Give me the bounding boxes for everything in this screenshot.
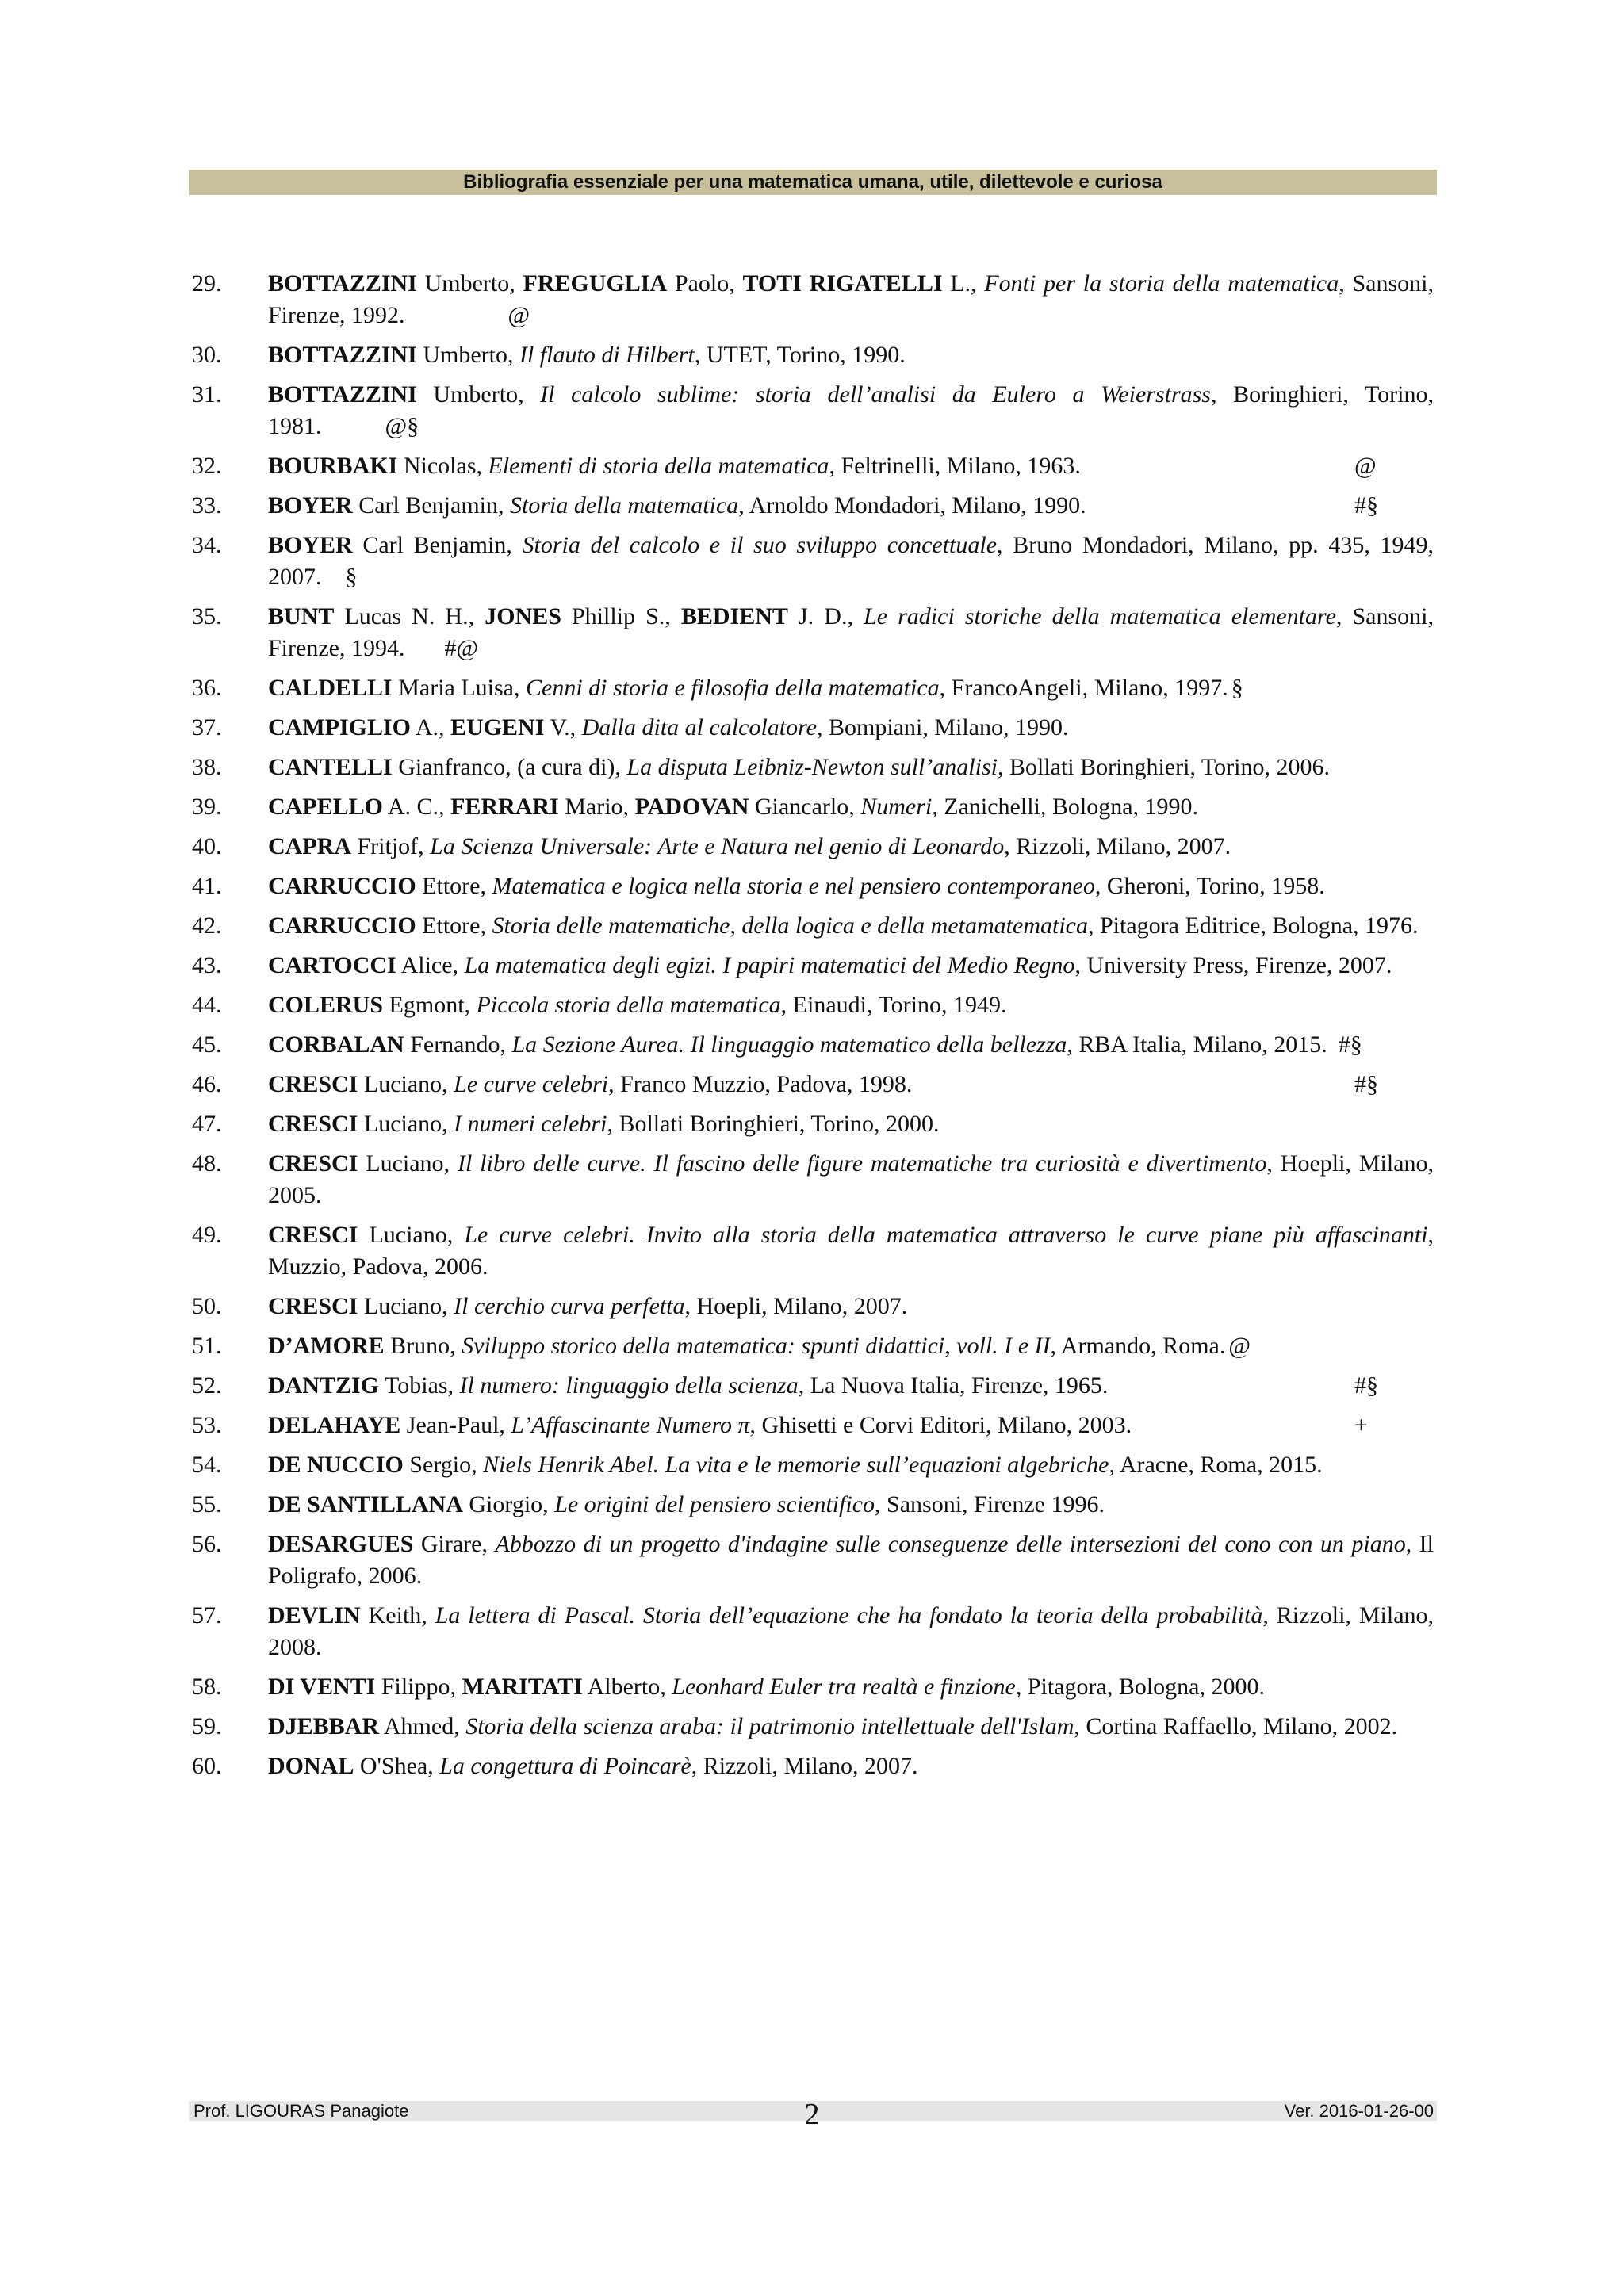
entry-title: Le curve celebri: [454, 1071, 609, 1097]
entry-text: , Bompiani, Milano, 1990.: [817, 714, 1069, 740]
entry-author: DONAL: [268, 1753, 354, 1779]
entry-author: FERRARI: [450, 794, 559, 820]
entry-author: JONES: [485, 603, 561, 629]
bibliography-entry: [189, 379, 1434, 442]
entry-text: Fritjof,: [351, 833, 431, 859]
entry-text: Umberto,: [416, 381, 541, 408]
entry-author: DEVLIN: [268, 1602, 361, 1628]
bibliography-entry: [189, 1489, 1434, 1521]
entry-text: Umberto,: [416, 342, 519, 368]
entry-author: BOURBAKI: [268, 453, 398, 479]
entry-text: , Arnoldo Mondadori, Milano, 1990.: [738, 492, 1086, 519]
entry-text: Giorgio,: [462, 1491, 555, 1517]
availability-marker: §: [1231, 675, 1243, 701]
entry-text: Carl Benjamin,: [352, 492, 510, 519]
entry-title: Numeri: [860, 794, 933, 820]
entry-author: BUNT: [268, 603, 335, 629]
entry-text: , Hoepli, Milano, 2007.: [684, 1293, 908, 1319]
entry-author: BOYER: [268, 532, 353, 558]
bibliography-entry: [189, 490, 1434, 522]
entry-title: Leonhard Euler tra realtà e finzione: [672, 1674, 1016, 1700]
bibliography-entry: [189, 1291, 1434, 1322]
bibliography-entry: [189, 791, 1434, 823]
bibliography-entry: [189, 1751, 1434, 1782]
bibliography-entry: [189, 1370, 1434, 1402]
entry-number: 48.: [192, 1150, 222, 1177]
entry-number: 38.: [192, 754, 222, 780]
entry-text: Sergio,: [403, 1452, 484, 1478]
availability-marker: @: [508, 302, 530, 328]
entry-author: DANTZIG: [268, 1372, 380, 1399]
entry-text: Alberto,: [582, 1674, 672, 1700]
entry-text: J. D.,: [787, 603, 864, 629]
entry-number: 49.: [192, 1222, 222, 1248]
bibliography-entry: [189, 601, 1434, 664]
entry-text: Ahmed,: [379, 1713, 466, 1739]
entry-author: D’AMORE: [268, 1333, 385, 1359]
entry-title: Fonti per la storia della matematica: [984, 270, 1339, 297]
entry-text: Giancarlo,: [749, 794, 861, 820]
bibliography-entry: [189, 871, 1434, 902]
entry-author: CRESCI: [268, 1150, 358, 1177]
entry-text: , Einaudi, Torino, 1949.: [780, 992, 1007, 1018]
entry-text: , Gheroni, Torino, 1958.: [1094, 873, 1325, 899]
entry-text: Bruno,: [384, 1333, 462, 1359]
entry-author: BOTTAZZINI: [268, 342, 417, 368]
availability-marker: #§: [1354, 1372, 1378, 1399]
entry-text: , Boringhieri, Torino, 1981.: [268, 381, 1434, 439]
entry-number: 56.: [192, 1531, 222, 1557]
bibliography-entry: [189, 989, 1434, 1021]
entry-title: Il calcolo sublime: storia dell’analisi da Eulero a Weierstrass: [540, 381, 1211, 408]
entry-text: Jean-Paul,: [400, 1412, 511, 1438]
bibliography-entry: [189, 672, 1434, 704]
availability-marker: @: [1228, 1333, 1251, 1359]
bibliography-entry: [189, 339, 1434, 371]
entry-author: CALDELLI: [268, 675, 393, 701]
entry-text: , Hoepli, Milano, 2005.: [268, 1150, 1434, 1208]
entry-title: Piccola storia della matematica: [476, 992, 781, 1018]
bibliography-entry: [189, 1330, 1434, 1362]
entry-number: 46.: [192, 1071, 222, 1097]
entry-author: CARTOCCI: [268, 952, 396, 978]
entry-text: Paolo,: [667, 270, 743, 297]
entry-text: , Il Poligrafo, 2006.: [268, 1531, 1434, 1589]
bibliography-entry: [189, 1108, 1434, 1140]
entry-title: Il cerchio curva perfetta: [454, 1293, 685, 1319]
entry-title: Il numero: linguaggio della scienza: [459, 1372, 799, 1399]
entry-number: 43.: [192, 952, 222, 978]
entry-text: Luciano,: [358, 1071, 454, 1097]
entry-text: Alice,: [396, 952, 465, 978]
availability-marker: #§: [1354, 492, 1378, 519]
bibliography-entry: [189, 752, 1434, 783]
entry-text: , UTET, Torino, 1990.: [694, 342, 906, 368]
entry-text: , Sansoni, Firenze, 1992.: [268, 270, 1434, 328]
entry-author: DESARGUES: [268, 1531, 414, 1557]
entry-author: CARRUCCIO: [268, 873, 416, 899]
entry-text: Girare,: [413, 1531, 496, 1557]
entry-text: Egmont,: [383, 992, 477, 1018]
entry-author: BOYER: [268, 492, 353, 519]
entry-author: CAMPIGLIO: [268, 714, 411, 740]
entry-text: Lucas N. H.,: [334, 603, 485, 629]
footer-version: Ver. 2016-01-26-00: [1284, 2101, 1434, 2121]
entry-title: Il flauto di Hilbert: [519, 342, 695, 368]
entry-number: 29.: [192, 270, 222, 297]
entry-title: La lettera di Pascal. Storia dell’equazione che ha fondato la teoria della probabilità: [435, 1602, 1263, 1628]
entry-number: 44.: [192, 992, 222, 1018]
entry-text: , Cortina Raffaello, Milano, 2002.: [1074, 1713, 1398, 1739]
page-header: Bibliografia essenziale per una matematica umana, utile, dilettevole e curiosa: [189, 170, 1437, 195]
entry-author: DE SANTILLANA: [268, 1491, 463, 1517]
entry-text: , Sansoni, Firenze, 1994.: [268, 603, 1434, 661]
entry-title: Storia del calcolo e il suo sviluppo concettuale: [522, 532, 998, 558]
entry-text: , Aracne, Roma, 2015.: [1109, 1452, 1323, 1478]
entry-text: Luciano,: [358, 1150, 458, 1177]
entry-title: Storia della scienza araba: il patrimonio intellettuale dell'Islam: [465, 1713, 1074, 1739]
entry-title: Le radici storiche della matematica elementare: [864, 603, 1336, 629]
entry-number: 59.: [192, 1713, 222, 1739]
entry-text: Luciano,: [358, 1111, 454, 1137]
entry-number: 60.: [192, 1753, 222, 1779]
availability-marker: +: [1354, 1412, 1368, 1438]
bibliography-entry: [189, 1410, 1434, 1441]
availability-marker: §: [345, 564, 358, 590]
entry-text: , Pitagora Editrice, Bologna, 1976.: [1087, 913, 1419, 939]
entry-author: CRESCI: [268, 1222, 358, 1248]
entry-author: CRESCI: [268, 1071, 358, 1097]
entry-title: La disputa Leibniz-Newton sull’analisi: [626, 754, 998, 780]
entry-author: CANTELLI: [268, 754, 393, 780]
entry-text: Gianfranco, (a cura di),: [392, 754, 627, 780]
availability-marker: #§: [1338, 1031, 1362, 1058]
bibliography-list: [189, 268, 1434, 1790]
entry-author: TOTI RIGATELLI: [742, 270, 943, 297]
entry-text: , Pitagora, Bologna, 2000.: [1015, 1674, 1265, 1700]
entry-text: , Zanichelli, Bologna, 1990.: [932, 794, 1199, 820]
entry-author: PADOVAN: [634, 794, 749, 820]
bibliography-entry: [189, 910, 1434, 942]
entry-text: O'Shea,: [354, 1753, 440, 1779]
entry-text: , Feltrinelli, Milano, 1963.: [829, 453, 1081, 479]
entry-text: Luciano,: [358, 1293, 454, 1319]
entry-title: La Sezione Aurea. Il linguaggio matematico della bellezza: [511, 1031, 1067, 1058]
entry-number: 52.: [192, 1372, 222, 1399]
bibliography-entry: [189, 530, 1434, 593]
entry-number: 41.: [192, 873, 222, 899]
bibliography-entry: [189, 1148, 1434, 1211]
entry-number: 36.: [192, 675, 222, 701]
bibliography-entry: [189, 712, 1434, 744]
bibliography-entry: [189, 1069, 1434, 1100]
entry-title: Abbozzo di un progetto d'indagine sulle conseguenze delle intersezioni del cono con un piano: [495, 1531, 1406, 1557]
entry-author: MARITATI: [462, 1674, 583, 1700]
entry-author: BOTTAZZINI: [268, 381, 417, 408]
bibliography-entry: [189, 450, 1434, 482]
entry-title: Il libro delle curve. Il fascino delle figure matematiche tra curiosità e divertimento: [457, 1150, 1267, 1177]
entry-number: 37.: [192, 714, 222, 740]
entry-title: I numeri celebri: [454, 1111, 607, 1137]
entry-author: CARRUCCIO: [268, 913, 416, 939]
entry-title: Le curve celebri. Invito alla storia della matematica attraverso le curve piane più affascinanti: [464, 1222, 1428, 1248]
entry-number: 57.: [192, 1602, 222, 1628]
availability-marker: #@: [444, 635, 479, 661]
entry-text: , Bollati Boringhieri, Torino, 2000.: [607, 1111, 940, 1137]
entry-author: CAPRA: [268, 833, 351, 859]
entry-number: 54.: [192, 1452, 222, 1478]
entry-title: Elementi di storia della matematica: [488, 453, 829, 479]
entry-text: Maria Luisa,: [392, 675, 526, 701]
entry-title: Cenni di storia e filosofia della matematica: [526, 675, 940, 701]
entry-number: 40.: [192, 833, 222, 859]
entry-number: 55.: [192, 1491, 222, 1517]
bibliography-entry: [189, 1029, 1434, 1061]
entry-text: Phillip S.,: [561, 603, 681, 629]
entry-text: Filippo,: [375, 1674, 462, 1700]
entry-text: Ettore,: [416, 873, 492, 899]
entry-text: A. C.,: [383, 794, 451, 820]
availability-marker: #§: [1354, 1071, 1378, 1097]
entry-title: Dalla dita al calcolatore: [581, 714, 817, 740]
entry-text: , RBA Italia, Milano, 2015.: [1067, 1031, 1327, 1058]
entry-number: 39.: [192, 794, 222, 820]
entry-title: Sviluppo storico della matematica: spunti didattici, voll. I e II: [462, 1333, 1051, 1359]
entry-text: , Muzzio, Padova, 2006.: [268, 1222, 1434, 1280]
entry-text: , Franco Muzzio, Padova, 1998.: [608, 1071, 913, 1097]
availability-marker: @§: [385, 413, 419, 439]
entry-text: V.,: [544, 714, 582, 740]
entry-text: , La Nuova Italia, Firenze, 1965.: [798, 1372, 1109, 1399]
entry-author: CAPELLO: [268, 794, 384, 820]
entry-text: Fernando,: [404, 1031, 512, 1058]
entry-text: Tobias,: [379, 1372, 460, 1399]
availability-marker: @: [1354, 453, 1377, 479]
entry-number: 51.: [192, 1333, 222, 1359]
bibliography-entry: [189, 1711, 1434, 1743]
entry-author: BOTTAZZINI: [268, 270, 417, 297]
entry-number: 45.: [192, 1031, 222, 1058]
entry-number: 47.: [192, 1111, 222, 1137]
bibliography-entry: [189, 1671, 1434, 1703]
entry-text: , Rizzoli, Milano, 2008.: [268, 1602, 1434, 1660]
entry-title: L’Affascinante Numero π: [511, 1412, 750, 1438]
entry-number: 30.: [192, 342, 222, 368]
entry-text: , Rizzoli, Milano, 2007.: [1004, 833, 1231, 859]
bibliography-entry: [189, 1600, 1434, 1663]
entry-title: La congettura di Poincarè: [439, 1753, 691, 1779]
bibliography-entry: [189, 831, 1434, 863]
entry-text: L.,: [942, 270, 985, 297]
entry-number: 50.: [192, 1293, 222, 1319]
entry-text: Keith,: [360, 1602, 435, 1628]
footer-author: Prof. LIGOURAS Panagiote: [193, 2101, 409, 2121]
entry-author: DELAHAYE: [268, 1412, 401, 1438]
entry-number: 33.: [192, 492, 222, 519]
entry-author: CRESCI: [268, 1111, 358, 1137]
entry-number: 31.: [192, 381, 222, 408]
entry-text: Carl Benjamin,: [352, 532, 523, 558]
entry-number: 58.: [192, 1674, 222, 1700]
entry-text: , Armando, Roma.: [1050, 1333, 1226, 1359]
entry-text: Nicolas,: [397, 453, 488, 479]
entry-text: Mario,: [558, 794, 635, 820]
entry-author: EUGENI: [450, 714, 545, 740]
entry-author: DE NUCCIO: [268, 1452, 404, 1478]
entry-author: BEDIENT: [680, 603, 788, 629]
entry-number: 42.: [192, 913, 222, 939]
entry-number: 53.: [192, 1412, 222, 1438]
entry-text: , University Press, Firenze, 2007.: [1074, 952, 1392, 978]
entry-number: 34.: [192, 532, 222, 558]
entry-title: Matematica e logica nella storia e nel pensiero contemporaneo: [492, 873, 1095, 899]
entry-author: FREGUGLIA: [523, 270, 668, 297]
entry-text: , Ghisetti e Corvi Editori, Milano, 2003.: [749, 1412, 1132, 1438]
bibliography-entry: [189, 950, 1434, 982]
entry-text: Umberto,: [416, 270, 523, 297]
entry-author: CRESCI: [268, 1293, 358, 1319]
entry-text: Luciano,: [358, 1222, 465, 1248]
bibliography-entry: [189, 268, 1434, 331]
bibliography-entry: [189, 1529, 1434, 1592]
entry-text: A.,: [411, 714, 451, 740]
entry-text: , Rizzoli, Milano, 2007.: [691, 1753, 918, 1779]
entry-title: La matematica degli egizi. I papiri matematici del Medio Regno: [464, 952, 1075, 978]
entry-author: DI VENTI: [268, 1674, 376, 1700]
entry-title: Le origini del pensiero scientifico: [554, 1491, 875, 1517]
entry-title: Storia delle matematiche, della logica e della metamatematica: [492, 913, 1088, 939]
entry-title: Storia della matematica: [509, 492, 739, 519]
entry-number: 35.: [192, 603, 222, 629]
entry-text: , Bruno Mondadori, Milano, pp. 435, 1949, 2007.: [268, 532, 1434, 590]
entry-title: Niels Henrik Abel. La vita e le memorie sull’equazioni algebriche: [483, 1452, 1109, 1478]
entry-title: La Scienza Universale: Arte e Natura nel genio di Leonardo: [430, 833, 1005, 859]
bibliography-entry: [189, 1219, 1434, 1283]
bibliography-entry: [189, 1449, 1434, 1481]
entry-number: 32.: [192, 453, 222, 479]
entry-author: DJEBBAR: [268, 1713, 380, 1739]
page-number: 2: [804, 2098, 820, 2131]
entry-text: , Sansoni, Firenze 1996.: [875, 1491, 1105, 1517]
entry-author: CORBALAN: [268, 1031, 404, 1058]
entry-text: Ettore,: [416, 913, 492, 939]
entry-text: , FrancoAngeli, Milano, 1997.: [939, 675, 1228, 701]
entry-text: , Bollati Boringhieri, Torino, 2006.: [997, 754, 1330, 780]
entry-author: COLERUS: [268, 992, 384, 1018]
